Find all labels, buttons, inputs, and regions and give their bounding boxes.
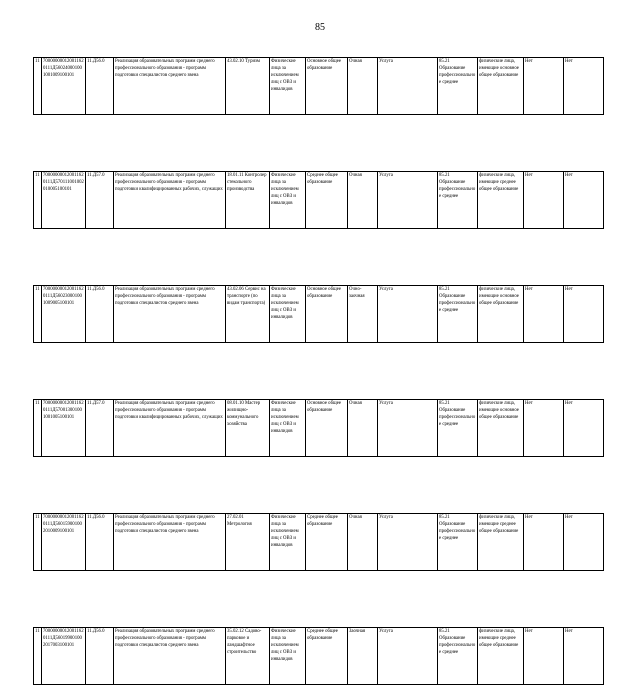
activity-code-cell: 85.21 Образование профессиональное среднее [438, 628, 478, 685]
row-index-cell: 11 [34, 628, 42, 685]
flag-two-cell: Нет [564, 400, 604, 457]
registry-code-cell: 700000000120011620111Д560159001002010009100101 [42, 514, 86, 571]
okved-code-cell: 11.Д57.0 [86, 400, 114, 457]
flag-two-cell: Нет [564, 286, 604, 343]
okved-code-cell: 11.Д56.0 [86, 628, 114, 685]
table-row [34, 400, 604, 457]
activity-code-cell: 85.21 Образование профессиональное среднее [438, 172, 478, 229]
consumers-cell: Физические лица за исключением лиц с ОВЗ и инвалидов [270, 628, 306, 685]
page-number: 85 [315, 22, 325, 33]
row-separator-cell [34, 343, 604, 400]
work-type-cell: Услуга [378, 58, 438, 115]
consumer-category-cell: физические лица, имеющие основное общее образование [478, 286, 524, 343]
consumer-category-cell: физические лица, имеющие среднее общее образование [478, 628, 524, 685]
specialty-cell: 18.01.11 Контролер стекольного производства [226, 172, 270, 229]
service-name-cell: Реализация образовательных программ среднего профессионального образования - программ подготовки квалифицированных рабочих, служащих [114, 172, 226, 229]
consumers-cell: Физические лица за исключением лиц с ОВЗ и инвалидов [270, 514, 306, 571]
table-row [34, 172, 604, 229]
base-education-cell: Основное общее образование [306, 58, 348, 115]
consumer-category-cell: физические лица, имеющие среднее общее образование [478, 514, 524, 571]
consumer-category-cell: физические лица, имеющие среднее общее образование [478, 172, 524, 229]
table-row [34, 58, 604, 115]
row-index-cell: 11 [34, 514, 42, 571]
row-separator [34, 229, 604, 286]
flag-one-cell: Нет [524, 514, 564, 571]
okved-code-cell: 11.Д56.0 [86, 58, 114, 115]
flag-two-cell: Нет [564, 514, 604, 571]
study-form-cell: Очная [348, 58, 378, 115]
flag-two-cell: Нет [564, 628, 604, 685]
row-separator [34, 571, 604, 628]
row-separator [34, 115, 604, 172]
study-form-cell: Очно-заочная [348, 286, 378, 343]
flag-one-cell: Нет [524, 286, 564, 343]
flag-one-cell: Нет [524, 400, 564, 457]
consumers-cell: Физические лица за исключением лиц с ОВЗ и инвалидов [270, 400, 306, 457]
consumer-category-cell: физические лица, имеющие основное общее образование [478, 58, 524, 115]
row-separator-cell [34, 229, 604, 286]
base-education-cell: Среднее общее образование [306, 628, 348, 685]
row-index-cell: 11 [34, 172, 42, 229]
study-form-cell: Заочная [348, 628, 378, 685]
row-separator [34, 457, 604, 514]
row-separator-cell [34, 571, 604, 628]
table-row [34, 628, 604, 685]
work-type-cell: Услуга [378, 400, 438, 457]
flag-two-cell: Нет [564, 172, 604, 229]
row-index-cell: 11 [34, 400, 42, 457]
work-type-cell: Услуга [378, 628, 438, 685]
study-form-cell: Очная [348, 514, 378, 571]
base-education-cell: Среднее общее образование [306, 172, 348, 229]
row-separator-cell [34, 115, 604, 172]
work-type-cell: Услуга [378, 514, 438, 571]
row-index-cell: 11 [34, 286, 42, 343]
specialty-cell: 35.02.12 Садово-парковое и ландшафтное строительство [226, 628, 270, 685]
flag-two-cell: Нет [564, 58, 604, 115]
activity-code-cell: 85.21 Образование профессиональное среднее [438, 58, 478, 115]
study-form-cell: Очная [348, 172, 378, 229]
service-name-cell: Реализация образовательных программ среднего профессионального образования - программ подготовки специалистов среднего звена [114, 58, 226, 115]
work-type-cell: Услуга [378, 172, 438, 229]
okved-code-cell: 11.Д56.0 [86, 514, 114, 571]
registry-code-cell: 700000000120011620111Д570013001001001005100101 [42, 400, 86, 457]
registry-code-cell: 700000000120011620111Д560240001001001009100101 [42, 58, 86, 115]
table-row [34, 514, 604, 571]
base-education-cell: Среднее общее образование [306, 514, 348, 571]
work-type-cell: Услуга [378, 286, 438, 343]
activity-code-cell: 85.21 Образование профессиональное среднее [438, 400, 478, 457]
specialty-cell: 27.02.01 Метрология [226, 514, 270, 571]
row-separator [34, 343, 604, 400]
services-register-table [33, 57, 604, 685]
service-name-cell: Реализация образовательных программ среднего профессионального образования - программ подготовки квалифицированных рабочих, служащих [114, 400, 226, 457]
service-name-cell: Реализация образовательных программ среднего профессионального образования - программ подготовки специалистов среднего звена [114, 628, 226, 685]
flag-one-cell: Нет [524, 58, 564, 115]
service-name-cell: Реализация образовательных программ среднего профессионального образования - программ подготовки специалистов среднего звена [114, 286, 226, 343]
activity-code-cell: 85.21 Образование профессиональное среднее [438, 514, 478, 571]
base-education-cell: Основное общее образование [306, 286, 348, 343]
specialty-cell: 43.02.06 Сервис на транспорте (по видам транспорта) [226, 286, 270, 343]
flag-one-cell: Нет [524, 172, 564, 229]
registry-code-cell: 700000000120011620111Д570111001002010005100101 [42, 172, 86, 229]
specialty-cell: 43.02.10 Туризм [226, 58, 270, 115]
consumers-cell: Физические лица за исключением лиц с ОВЗ и инвалидов [270, 58, 306, 115]
okved-code-cell: 11.Д56.0 [86, 286, 114, 343]
registry-code-cell: 700000000120011620111Д560230001001009005100101 [42, 286, 86, 343]
service-name-cell: Реализация образовательных программ среднего профессионального образования - программ подготовки специалистов среднего звена [114, 514, 226, 571]
consumer-category-cell: физические лица, имеющие основное общее образование [478, 400, 524, 457]
row-index-cell: 11 [34, 58, 42, 115]
okved-code-cell: 11.Д57.0 [86, 172, 114, 229]
table-row [34, 286, 604, 343]
consumers-cell: Физические лица за исключением лиц с ОВЗ и инвалидов [270, 172, 306, 229]
study-form-cell: Очная [348, 400, 378, 457]
row-separator-cell [34, 457, 604, 514]
registry-code-cell: 700000000120011620111Д560199001002017003100101 [42, 628, 86, 685]
base-education-cell: Основное общее образование [306, 400, 348, 457]
consumers-cell: Физические лица за исключением лиц с ОВЗ и инвалидов [270, 286, 306, 343]
activity-code-cell: 85.21 Образование профессиональное среднее [438, 286, 478, 343]
flag-one-cell: Нет [524, 628, 564, 685]
specialty-cell: 08.01.10 Мастер жилищно-коммунального хозяйства [226, 400, 270, 457]
